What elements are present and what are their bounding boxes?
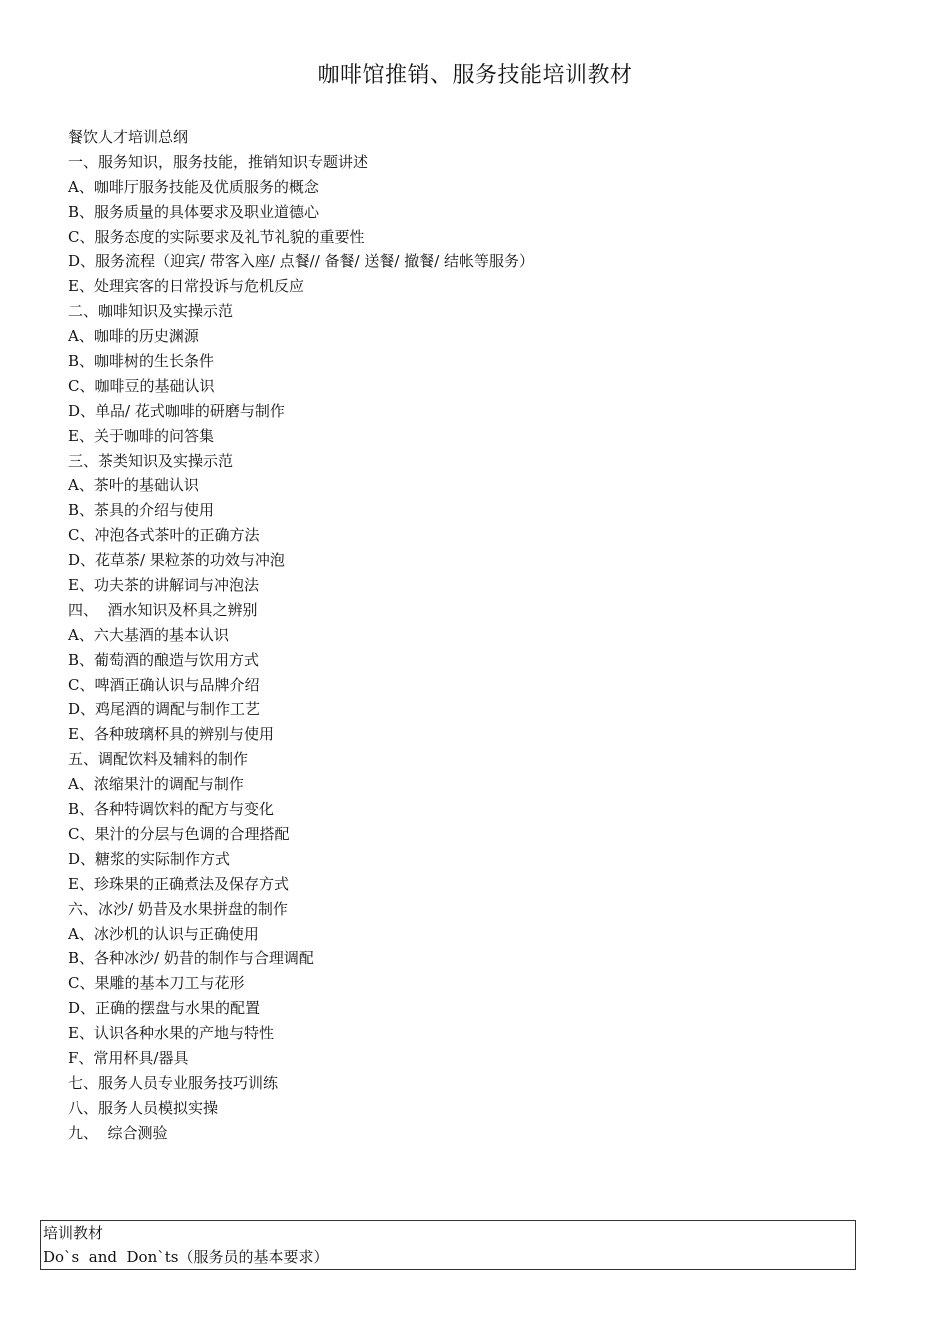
outline-item: C、啤酒正确认识与品牌介绍 <box>68 675 260 694</box>
outline-item: D、服务流程（迎宾/ 带客入座/ 点餐// 备餐/ 送餐/ 撤餐/ 结帐等服务） <box>68 252 535 271</box>
table-header-row: 培训教材 <box>43 1224 104 1242</box>
table-row: Do`s and Don`ts（服务员的基本要求） <box>43 1248 329 1266</box>
outline-item: B、服务质量的具体要求及职业道德心 <box>68 202 320 221</box>
outline-item: C、果雕的基本刀工与花形 <box>68 974 245 993</box>
outline-item: D、糖浆的实际制作方式 <box>68 849 231 868</box>
outline-item: F、常用杯具/器具 <box>68 1048 189 1067</box>
outline-item: D、花草茶/ 果粒茶的功效与冲泡 <box>68 551 285 570</box>
outline-item: A、咖啡厅服务技能及优质服务的概念 <box>68 177 319 196</box>
outline-item: A、茶叶的基础认识 <box>68 476 199 495</box>
outline-item: 三、茶类知识及实操示范 <box>68 451 234 470</box>
outline-item: C、果汁的分层与色调的合理搭配 <box>68 824 290 843</box>
outline-item: C、咖啡豆的基础认识 <box>68 376 215 395</box>
outline-item: E、认识各种水果的产地与特性 <box>68 1024 274 1043</box>
outline-item: D、单品/ 花式咖啡的研磨与制作 <box>68 401 285 420</box>
outline-item: E、处理宾客的日常投诉与危机反应 <box>68 277 304 296</box>
outline-item: 二、咖啡知识及实操示范 <box>68 302 234 321</box>
outline-item: 一、服务知识，服务技能，推销知识专题讲述 <box>68 152 369 171</box>
outline-item: D、正确的摆盘与水果的配置 <box>68 999 261 1018</box>
outline-item: E、各种玻璃杯具的辨别与使用 <box>68 725 274 744</box>
page-title: 咖啡馆推销、服务技能培训教材 <box>317 63 633 88</box>
outline-item: B、各种特调饮料的配方与变化 <box>68 800 275 819</box>
outline-item: A、咖啡的历史渊源 <box>68 327 199 346</box>
outline-item: E、珍珠果的正确煮法及保存方式 <box>68 874 289 893</box>
outline-item: 七、服务人员专业服务技巧训练 <box>68 1073 279 1092</box>
outline-item: C、冲泡各式茶叶的正确方法 <box>68 526 260 545</box>
outline-item: E、关于咖啡的问答集 <box>68 426 214 445</box>
training-outline <box>68 125 888 1146</box>
outline-item: D、鸡尾酒的调配与制作工艺 <box>68 700 261 719</box>
outline-item: 九、 综合测验 <box>68 1123 168 1142</box>
outline-item: 六、冰沙/ 奶昔及水果拼盘的制作 <box>68 899 288 918</box>
outline-item: B、各种冰沙/ 奶昔的制作与合理调配 <box>68 949 314 968</box>
outline-item: B、茶具的介绍与使用 <box>68 501 215 520</box>
outline-item: B、咖啡树的生长条件 <box>68 352 215 371</box>
outline-item: B、葡萄酒的酿造与饮用方式 <box>68 650 260 669</box>
outline-item: A、六大基酒的基本认识 <box>68 625 229 644</box>
outline-item: A、冰沙机的认识与正确使用 <box>68 924 259 943</box>
outline-item: A、浓缩果汁的调配与制作 <box>68 775 244 794</box>
outline-item: C、服务态度的实际要求及礼节礼貌的重要性 <box>68 227 365 246</box>
outline-item: E、功夫茶的讲解词与冲泡法 <box>68 576 259 595</box>
outline-heading: 餐饮人才培训总纲 <box>68 128 189 146</box>
outline-item: 八、服务人员模拟实操 <box>68 1098 219 1117</box>
outline-item: 四、 酒水知识及杯具之辨别 <box>68 600 258 619</box>
outline-item: 五、调配饮料及辅料的制作 <box>68 750 249 769</box>
training-material-table <box>40 1220 856 1270</box>
